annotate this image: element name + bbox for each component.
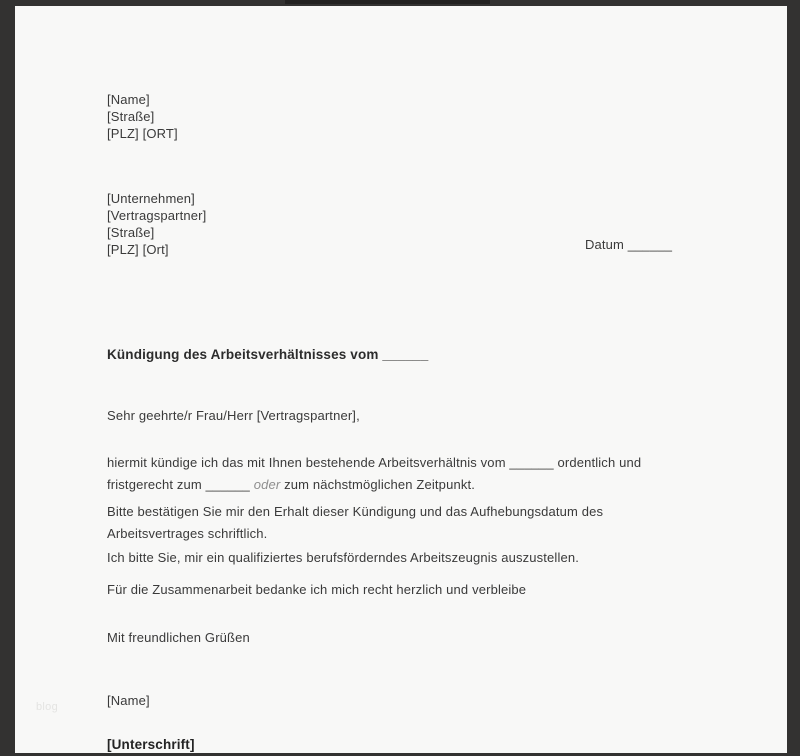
paragraph-confirmation — [107, 501, 603, 545]
subject-heading: Kündigung des Arbeitsverhältnisses vom ______ — [107, 347, 429, 362]
paragraph-termination-oder: oder — [253, 477, 281, 492]
frame-top-notch — [285, 0, 490, 4]
paragraph-termination — [107, 452, 641, 496]
recipient-contact-line: [Vertragspartner] — [107, 208, 207, 223]
recipient-city-line: [PLZ] [Ort] — [107, 242, 169, 257]
recipient-street-line: [Straße] — [107, 225, 155, 240]
paragraph-reference: Ich bitte Sie, mir ein qualifiziertes berufsförderndes Arbeitszeugnis auszustellen. — [107, 550, 580, 565]
recipient-address-block — [107, 190, 206, 258]
paragraph-termination-line2-pre: fristgerecht zum ______ — [107, 477, 254, 492]
letter-page — [15, 6, 787, 753]
sender-city-line: [PLZ] [ORT] — [107, 126, 178, 141]
recipient-company-line: [Unternehmen] — [107, 191, 195, 206]
paragraph-thanks: Für die Zusammenarbeit bedanke ich mich recht herzlich und verbleibe — [107, 582, 527, 597]
salutation-line: Sehr geehrte/r Frau/Herr [Vertragspartner], — [107, 408, 360, 423]
paragraph-confirmation-line1: Bitte bestätigen Sie mir den Erhalt dieser Kündigung und das Aufhebungsdatum des — [107, 504, 604, 519]
paragraph-termination-line2-post: zum nächstmöglichen Zeitpunkt. — [280, 477, 475, 492]
signature-label: [Unterschrift] — [107, 737, 195, 752]
date-line: Datum ______ — [585, 237, 673, 252]
blog-watermark: blog — [36, 701, 58, 713]
paragraph-termination-line2 — [107, 474, 641, 496]
paragraph-termination-line1: hiermit kündige ich das mit Ihnen bestehende Arbeitsverhältnis vom ______ ordentlich und — [107, 455, 642, 470]
signature-name: [Name] — [107, 693, 150, 708]
sender-address-block — [107, 91, 178, 142]
closing-line: Mit freundlichen Grüßen — [107, 630, 250, 645]
paragraph-confirmation-line2: Arbeitsvertrages schriftlich. — [107, 526, 268, 541]
sender-street-line: [Straße] — [107, 109, 155, 124]
sender-name-line: [Name] — [107, 92, 150, 107]
